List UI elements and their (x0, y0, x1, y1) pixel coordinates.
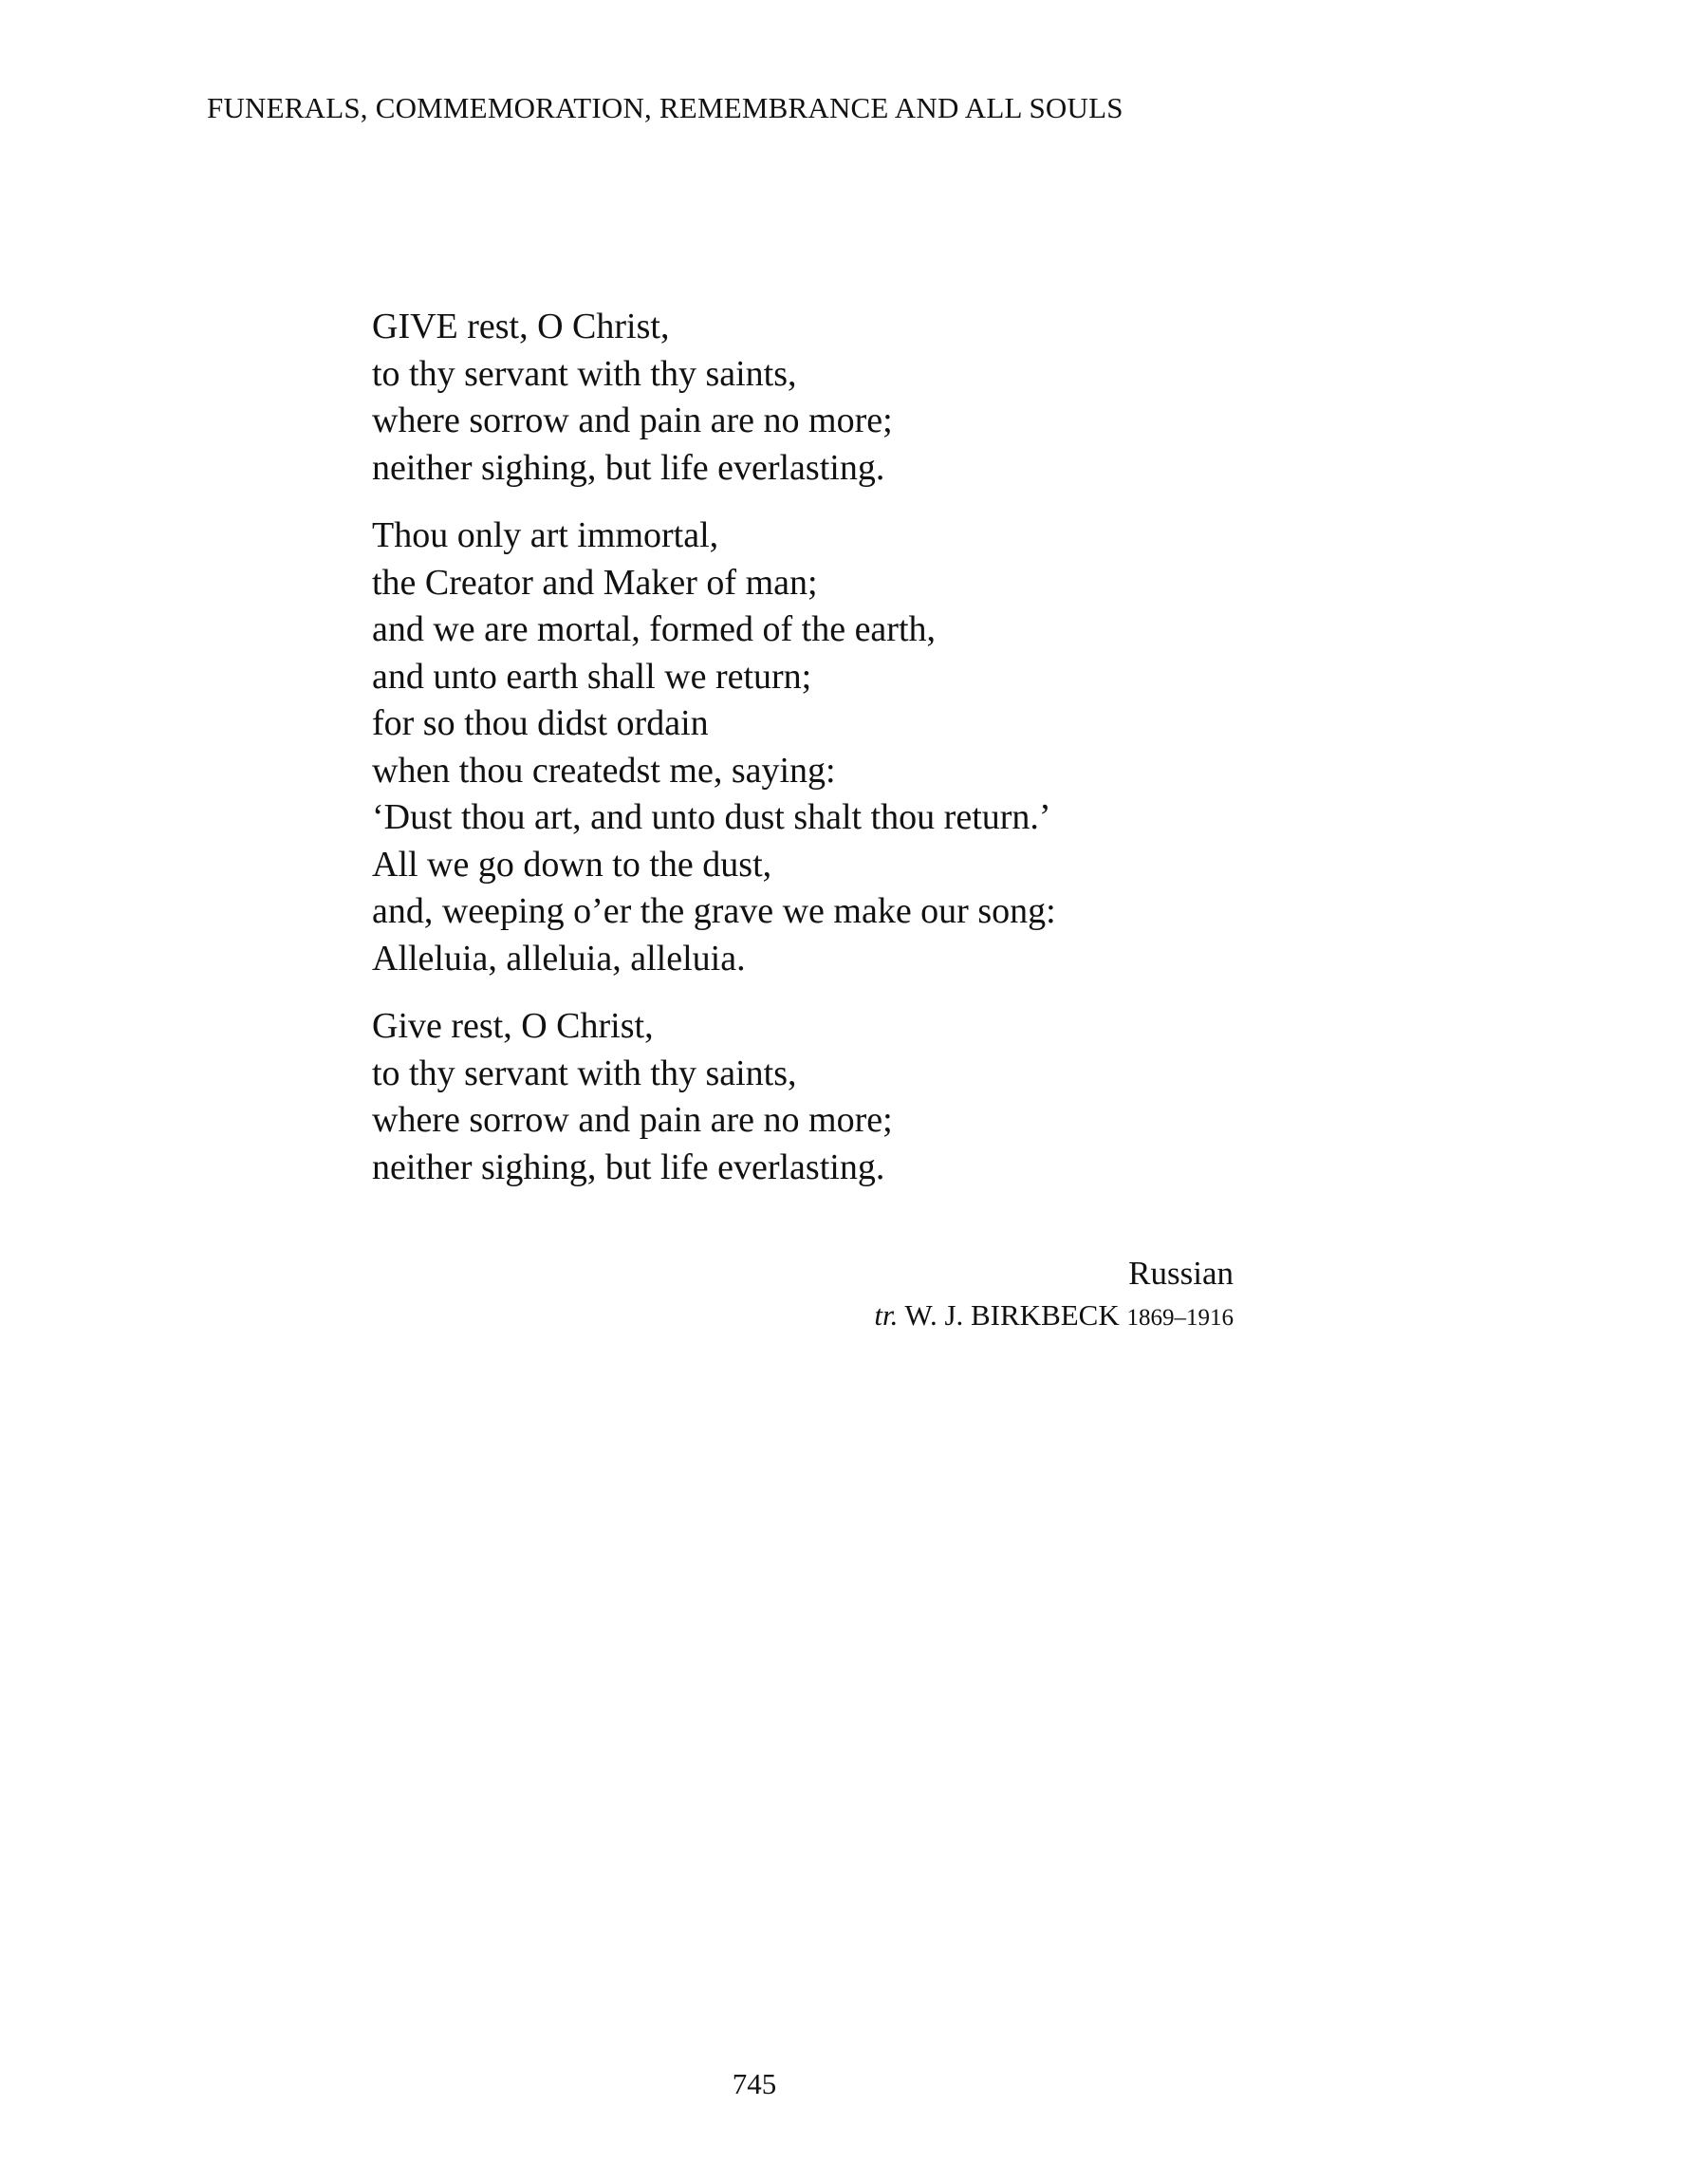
poem (372, 304, 1321, 1212)
poem-line: and unto earth shall we return; (372, 656, 812, 697)
poem-line: neither sighing, but life everlasting. (372, 1146, 885, 1187)
stanza-2 (372, 513, 1321, 982)
translator-name: W. J. BIRKBECK (904, 1298, 1120, 1332)
translator-prefix: tr. (874, 1298, 899, 1332)
running-header: FUNERALS, COMMEMORATION, REMEMBRANCE AND ALL SOULS (207, 91, 1123, 124)
stanza-1 (372, 304, 1321, 492)
poem-line: where sorrow and pain are no more; (372, 401, 893, 440)
poem-line: Give rest, O Christ, (372, 1006, 654, 1046)
poem-line: GIVE rest, O Christ, (372, 307, 670, 346)
poem-line: to thy servant with thy saints, (372, 1053, 797, 1093)
poem-line: and, weeping o’er the grave we make our song: (372, 891, 1056, 931)
poem-line: where sorrow and pain are no more; (372, 1100, 893, 1140)
attribution-source: Russian (1128, 1255, 1234, 1292)
poem-line: when thou createdst me, saying: (372, 750, 836, 791)
poem-line: ‘Dust thou art, and unto dust shalt thou return.’ (372, 797, 1051, 837)
stanza-3 (372, 1003, 1321, 1191)
poem-line: All we go down to the dust, (372, 844, 772, 885)
attribution-translator (874, 1295, 1234, 1339)
poem-line: Thou only art immortal, (372, 515, 719, 555)
attribution (874, 1253, 1234, 1339)
translator-dates: 1869–1916 (1126, 1305, 1234, 1331)
page-number: 745 (732, 2067, 777, 2100)
poem-line: to thy servant with thy saints, (372, 353, 797, 394)
poem-line: the Creator and Maker of man; (372, 562, 818, 603)
poem-line: and we are mortal, formed of the earth, (372, 609, 937, 649)
poem-line: Alleluia, alleluia, alleluia. (372, 938, 746, 979)
poem-line: neither sighing, but life everlasting. (372, 447, 885, 488)
poem-line: for so thou didst ordain (372, 703, 709, 743)
